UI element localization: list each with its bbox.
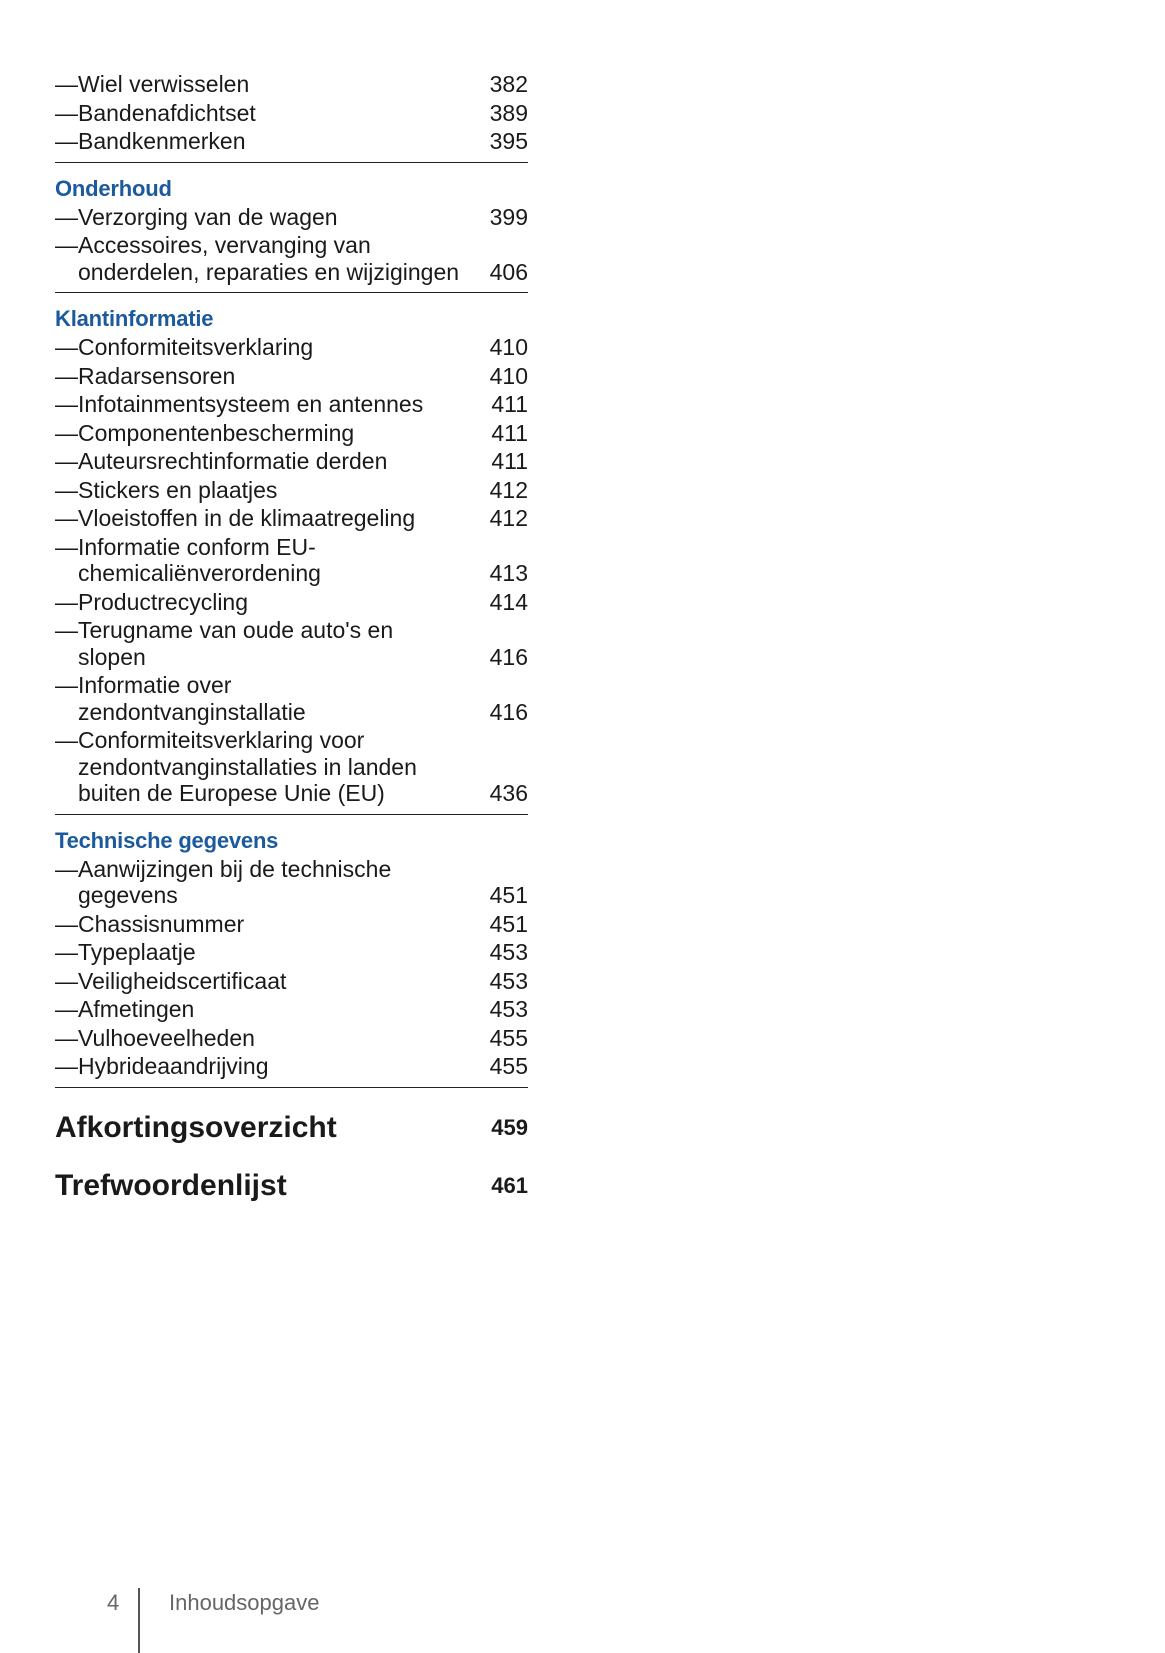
entry-dash: — (55, 71, 78, 97)
toc-section (55, 306, 528, 815)
entry-dash: — (55, 1024, 78, 1051)
entry-page-number: 416 (489, 643, 528, 670)
footer-page-number: 4 (107, 1590, 120, 1615)
chapter-page-number: 461 (491, 1172, 528, 1198)
entry-page-number: 395 (489, 128, 528, 154)
entry-page-number: 406 (489, 258, 528, 285)
table-of-contents (55, 70, 528, 1204)
entry-label: Vloeistoffen in de klimaatregeling (78, 505, 416, 531)
entry-dash: — (55, 910, 78, 937)
toc-section (55, 70, 528, 163)
toc-entry[interactable] (55, 127, 528, 156)
entry-page-number: 453 (489, 967, 528, 994)
entry-dash: — (55, 727, 78, 753)
toc-entry[interactable] (55, 616, 528, 671)
entry-page-number: 451 (489, 910, 528, 937)
entry-dash: — (55, 617, 78, 643)
toc-entry[interactable] (55, 504, 528, 533)
toc-chapter[interactable] (55, 1110, 528, 1146)
entry-dash: — (55, 505, 78, 531)
toc-entry[interactable] (55, 967, 528, 996)
entry-page-number: 412 (489, 505, 528, 531)
entry-dash: — (55, 334, 78, 360)
chapter-page-number: 459 (491, 1114, 528, 1140)
toc-entry[interactable] (55, 588, 528, 617)
entry-label: Wiel verwisselen (78, 71, 250, 97)
chapter-title: Trefwoordenlijst (55, 1168, 287, 1202)
toc-entry[interactable] (55, 995, 528, 1024)
entry-dash: — (55, 939, 78, 965)
toc-section (55, 828, 528, 1088)
toc-entry[interactable] (55, 99, 528, 128)
toc-entry[interactable] (55, 231, 528, 286)
entry-label: Productrecycling (78, 588, 249, 615)
entry-page-number: 389 (489, 99, 528, 126)
toc-entry[interactable] (55, 390, 528, 419)
entry-dash: — (55, 419, 78, 446)
entry-page-number: 453 (489, 939, 528, 965)
entry-page-number: 411 (491, 448, 528, 474)
toc-chapter[interactable] (55, 1168, 528, 1204)
entry-page-number: 410 (489, 334, 528, 360)
entry-page-number: 413 (489, 560, 528, 586)
entry-label: Bandkenmerken (78, 128, 246, 154)
entry-dash: — (55, 672, 78, 698)
section-title: Onderhoud (55, 175, 172, 201)
entry-page-number: 451 (489, 882, 528, 908)
toc-entry[interactable] (55, 447, 528, 476)
entry-dash: — (55, 99, 78, 126)
page-footer (0, 1588, 400, 1653)
entry-page-number: 455 (489, 1053, 528, 1079)
entry-page-number: 399 (489, 203, 528, 230)
entry-dash: — (55, 391, 78, 417)
toc-entry[interactable] (55, 671, 528, 726)
section-title: Klantinformatie (55, 306, 214, 331)
entry-dash: — (55, 362, 78, 389)
entry-page-number: 453 (489, 996, 528, 1022)
entry-label: Infotainmentsysteem en antennes (78, 391, 424, 417)
toc-chapters (55, 1110, 528, 1204)
entry-dash: — (55, 967, 78, 994)
entry-label: Informatie conform EU- chemicaliënverordening (78, 533, 321, 586)
toc-entry[interactable] (55, 726, 528, 808)
entry-dash: — (55, 203, 78, 230)
toc-entry[interactable] (55, 203, 528, 232)
entry-page-number: 414 (489, 588, 528, 615)
footer-divider (138, 1588, 140, 1653)
entry-dash: — (55, 476, 78, 503)
entry-page-number: 412 (489, 476, 528, 503)
entry-label: Auteursrechtinformatie derden (78, 448, 388, 474)
section-title: Technische gegevens (55, 827, 279, 853)
toc-entry[interactable] (55, 70, 528, 99)
toc-entry[interactable] (55, 855, 528, 910)
entry-dash: — (55, 533, 78, 560)
entry-page-number: 411 (491, 419, 528, 446)
toc-entry[interactable] (55, 910, 528, 939)
entry-label: Verzorging van de wagen (78, 203, 338, 230)
entry-label: Conformiteitsverklaring voor zendontvanginstallaties in landen buiten de Europese Unie (EU) (78, 727, 417, 806)
toc-entry[interactable] (55, 1024, 528, 1053)
entry-page-number: 411 (491, 391, 528, 417)
entry-label: Informatie over zendontvanginstallatie (78, 672, 306, 725)
entry-label: Vulhoeveelheden (78, 1024, 255, 1051)
entry-page-number: 455 (489, 1024, 528, 1051)
entry-label: Conformiteitsverklaring (78, 334, 314, 360)
toc-entry[interactable] (55, 533, 528, 588)
entry-dash: — (55, 128, 78, 154)
toc-entry[interactable] (55, 333, 528, 362)
entry-label: Chassisnummer (78, 910, 245, 937)
entry-page-number: 410 (489, 362, 528, 389)
toc-entry[interactable] (55, 362, 528, 391)
chapter-title: Afkortingsoverzicht (55, 1110, 337, 1144)
entry-dash: — (55, 855, 78, 882)
toc-entry[interactable] (55, 419, 528, 448)
entry-page-number: 416 (489, 698, 528, 725)
toc-entry[interactable] (55, 476, 528, 505)
entry-dash: — (55, 1053, 78, 1079)
toc-section (55, 176, 528, 294)
entry-page-number: 436 (489, 780, 528, 806)
entry-dash: — (55, 448, 78, 474)
entry-dash: — (55, 996, 78, 1022)
entry-dash: — (55, 588, 78, 615)
entry-label: Componentenbescherming (78, 419, 355, 446)
entry-page-number: 382 (489, 71, 528, 97)
entry-dash: — (55, 232, 78, 258)
entry-label: Terugname van oude auto's en slopen (78, 617, 394, 670)
entry-label: Stickers en plaatjes (78, 476, 278, 503)
toc-entry[interactable] (55, 938, 528, 967)
entry-label: Hybrideaandrijving (78, 1053, 269, 1079)
entry-label: Bandenafdichtset (78, 99, 256, 126)
entry-label: Typeplaatje (78, 939, 196, 965)
toc-entry[interactable] (55, 1052, 528, 1081)
footer-title: Inhoudsopgave (169, 1590, 320, 1615)
entry-label: Aanwijzingen bij de technische gegevens (78, 855, 392, 908)
entry-label: Veiligheidscertificaat (78, 967, 287, 994)
entry-label: Radarsensoren (78, 362, 236, 389)
entry-label: Accessoires, vervanging van onderdelen, reparaties en wijzigingen (78, 232, 460, 285)
toc-sections (55, 70, 528, 1088)
entry-label: Afmetingen (78, 996, 195, 1022)
